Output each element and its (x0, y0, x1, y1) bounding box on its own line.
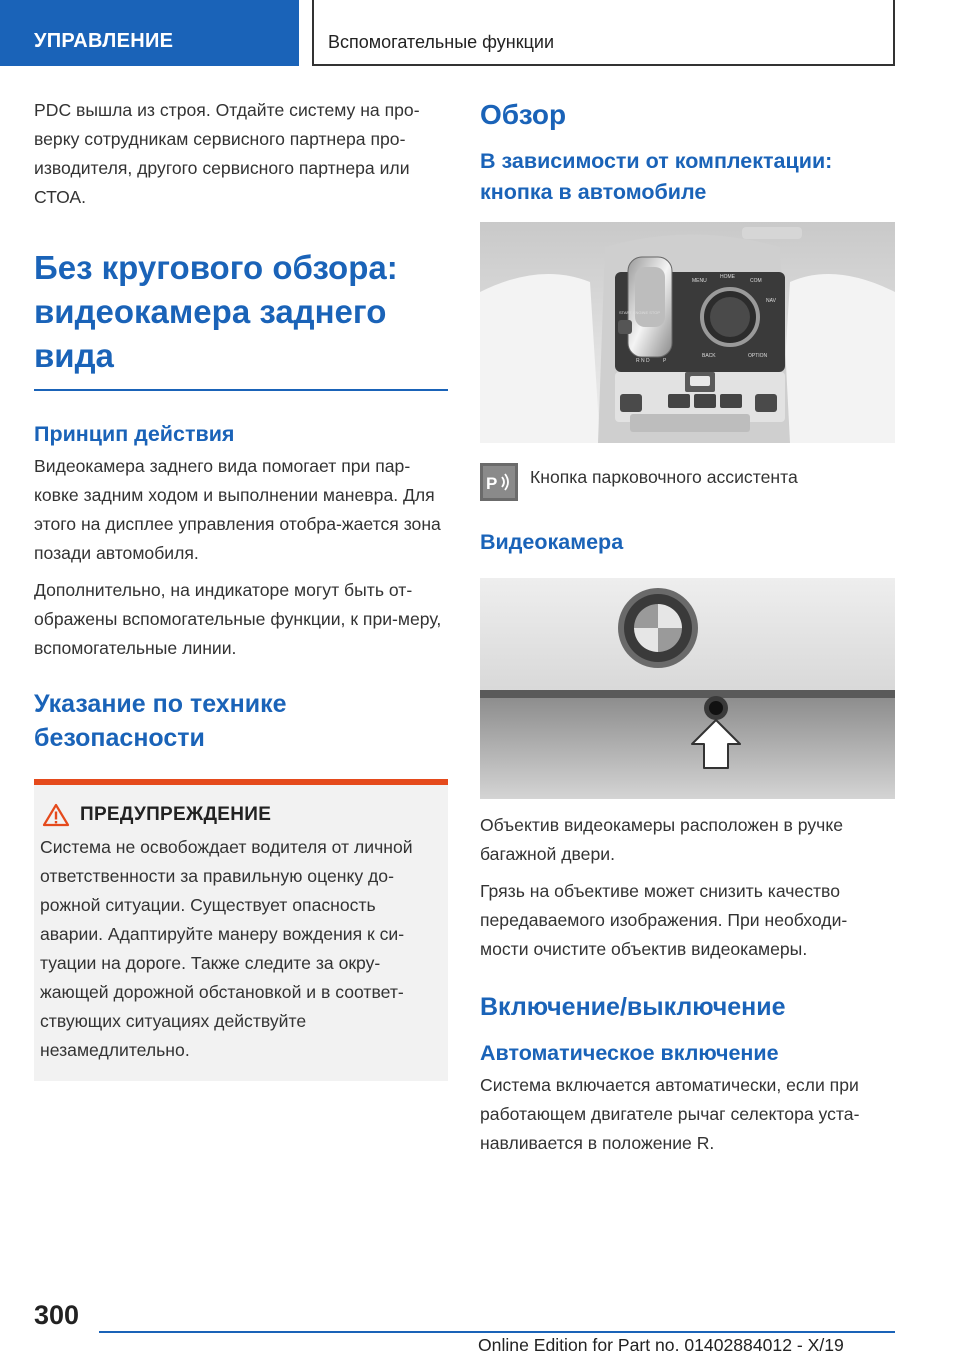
equipment-heading: В зависимости от комплектации: кнопка в автомобиле (480, 149, 833, 204)
console-label-p: P (663, 358, 667, 364)
camera-text-2: Грязь на объективе может снизить качество передаваемого изображения. При необходи‐мости очистите объектив видеокамеры. (480, 881, 848, 959)
legend-text: Кнопка парковочного ассистента (530, 467, 798, 487)
park-assist-button-icon (480, 463, 518, 501)
console-label-rnd: R N D (636, 358, 650, 364)
warning-title: ПРЕДУПРЕЖДЕНИЕ (80, 804, 272, 825)
warning-title-row (40, 803, 438, 827)
console-label-nav: NAV (766, 298, 776, 304)
console-photo (480, 222, 895, 443)
onoff-heading: Включение/выключение (480, 993, 786, 1021)
principle-paragraph-1: Видеокамера заднего вида помогает при пар‐ковке задним ходом и выполнении маневра. Для этого на дисплее управления отобра‐жается зона позади автомобиля. (34, 456, 441, 563)
console-label-start: START ENGINE STOP (619, 310, 661, 315)
camera-photo (480, 578, 895, 799)
section-heading: Без кругового обзора: видеокамера заднего вида (34, 249, 398, 374)
legend-row (480, 463, 895, 501)
console-label-menu: MENU (692, 278, 707, 284)
right-column (480, 96, 895, 1158)
footer-edition: Online Edition for Part no. 01402884012 - X/19 (478, 1335, 844, 1355)
warning-text: Система не освобождает водителя от личной ответственности за правильную оценку до‐рожной ситуации. Существует опасность аварии. Адаптируйте манеру вождения к си‐туации на дороге. Также следите за окру‐жающей дорожной обстановкой и в соответ‐ствующих ситуациях действуйте незамедлительно. (40, 837, 413, 1060)
overview-heading: Обзор (480, 99, 567, 130)
footer-rule (99, 1331, 895, 1333)
warning-box (34, 779, 448, 1081)
svg-text:P: P (486, 474, 498, 493)
header-chapter-box (312, 0, 895, 66)
warning-triangle-icon (42, 803, 70, 827)
page-number: 300 (34, 1300, 80, 1330)
camera-text-1: Объектив видеокамеры расположен в ручке багажной двери. (480, 815, 844, 864)
heading-rule (34, 389, 448, 391)
camera-heading: Видеокамера (480, 530, 624, 554)
left-column (34, 96, 448, 1081)
principle-paragraph-2: Дополнительно, на индикаторе могут быть от‐ображены вспомогательные функции, к при‐меру, вспомогательные линии. (34, 580, 442, 658)
auto-heading: Автоматическое включение (480, 1041, 779, 1065)
console-label-home: HOME (720, 274, 735, 280)
console-label-com: COM (750, 278, 762, 284)
intro-paragraph: PDC вышла из строя. Отдайте систему на про‐верку сотрудникам сервисного партнера про‐изводителя, другого сервисного партнера или СТОА. (34, 100, 420, 207)
console-label-option: OPTION (748, 353, 768, 359)
console-label-back: BACK (702, 353, 716, 359)
principle-heading: Принцип действия (34, 422, 235, 446)
console-illustration (480, 222, 895, 443)
header-section-tab (0, 0, 299, 66)
header-section-label: УПРАВЛЕНИЕ (34, 30, 174, 52)
auto-text: Система включается автоматически, если при работающем двигателе рычаг селектора уста‐навливается в положение R. (480, 1075, 860, 1153)
camera-illustration (480, 578, 895, 799)
safety-heading: Указание по технике безопасности (34, 690, 287, 752)
header-chapter-label: Вспомогательные функции (328, 32, 555, 52)
